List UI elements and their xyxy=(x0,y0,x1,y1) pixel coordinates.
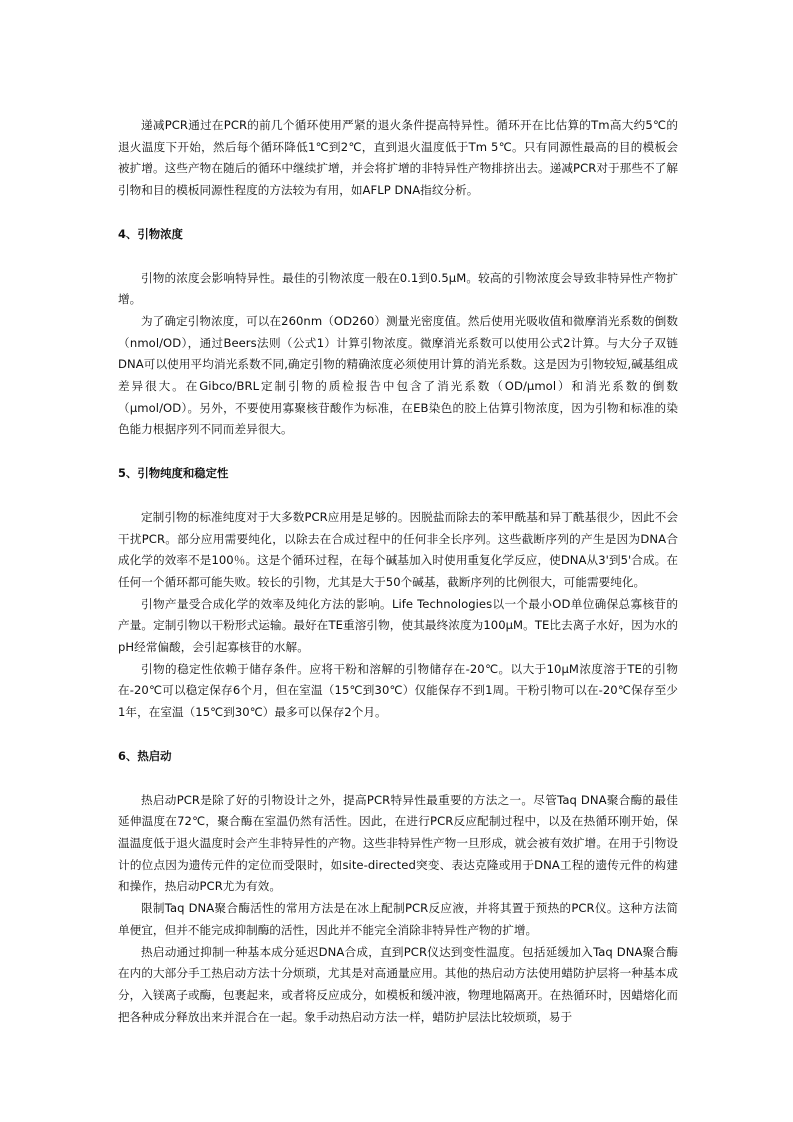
section-6-paragraph: 热启动PCR是除了好的引物设计之外，提高PCR特异性最重要的方法之一。尽管Taq DNA聚合酶的最佳延伸温度在72℃，聚合酶在室温仍然有活性。因此，在进行PCR反应配制过程中，以及在热循环刚开始，保温温度低于退火温度时会产生非特异性的产物。这些非特异性产物一旦形成，就会被有效扩增。在用于引物设计的位点因为遗传元件的定位而受限时，如site-directed突变、表达克隆或用于DNA工程的遗传元件的构建和操作，热启动PCR尤为有效。 xyxy=(118,792,678,894)
section-4-heading: 4、引物浓度 xyxy=(118,226,183,241)
spacer xyxy=(118,246,678,268)
section-6-paragraph: 限制Taq DNA聚合酶活性的常用方法是在冰上配制PCR反应液，并将其置于预热的PCR仪。这种方法简单便宜，但并不能完成抑制酶的活性，因此并不能完全消除非特异性产物的扩增。 xyxy=(118,901,678,937)
spacer xyxy=(118,724,678,746)
section-4-paragraph: 引物的浓度会影响特异性。最佳的引物浓度一般在0.1到0.5μM。较高的引物浓度会导致非特异性产物扩增。 xyxy=(118,270,678,307)
section-5-heading: 5、引物纯度和稳定性 xyxy=(118,466,229,481)
spacer xyxy=(118,768,678,790)
spacer xyxy=(118,485,678,507)
spacer xyxy=(118,202,678,224)
document-page xyxy=(118,115,678,1028)
section-6-heading: 6、热启动 xyxy=(118,748,172,763)
section-6-paragraph: 热启动通过抑制一种基本成分延迟DNA合成，直到PCR仪达到变性温度。包括延缓加入Taq DNA聚合酶在内的大部分手工热启动方法十分烦琐，尤其是对高通量应用。其他的热启动方法使用蜡防护层将一种基本成分，入镁离子或酶，包裹起来，或者将反应成分，如模板和缓冲液，物理地隔离开。在热循环时，因蜡熔化而把各种成分释放出来并混合在一起。象手动热启动方法一样，蜡防护层法比较烦琐，易于 xyxy=(118,944,678,1024)
section-5-paragraph: 定制引物的标准纯度对于大多数PCR应用是足够的。因脱盐而除去的苯甲酰基和异丁酰基很少，因此不会干扰PCR。部分应用需要纯化，以除去在合成过程中的任何非全长序列。这些截断序列的产生是因为DNA合成化学的效率不是100％。这是个循环过程，在每个碱基加入时使用重复化学反应，使DNA从3'到5'合成。在任何一个循环都可能失败。较长的引物，尤其是大于50个碱基，截断序列的比例很大，可能需要纯化。 xyxy=(118,509,678,589)
section-5-paragraph: 引物产量受合成化学的效率及纯化方法的影响。Life Technologies以一个最小OD单位确保总寡核苷的产量。定制引物以干粉形式运输。最好在TE重溶引物，使其最终浓度为100μM。TE比去离子水好，因为水的pH经常偏酸，会引起寡核苷的水解。 xyxy=(118,596,678,655)
spacer xyxy=(118,441,678,463)
intro-paragraph: 递减PCR通过在PCR的前几个循环使用严紧的退火条件提高特异性。循环开在比估算的Tm高大约5℃的退火温度下开始，然后每个循环降低1℃到2℃，直到退火温度低于Tm 5℃。只有同源性最高的目的模板会被扩增。这些产物在随后的循环中继续扩增，并会将扩增的非特异性产物排挤出去。递减PCR对于那些不了解引物和目的模板同源性程度的方法较为有用，如AFLP DNA指纹分析。 xyxy=(118,118,678,198)
section-5-paragraph: 引物的稳定性依赖于储存条件。应将干粉和溶解的引物储存在-20℃。以大于10μM浓度溶于TE的引物在-20℃可以稳定保存6个月，但在室温（15℃到30℃）仅能保存不到1周。干粉引物可以在-20℃保存至少1年，在室温（15℃到30℃）最多可以保存2个月。 xyxy=(118,661,678,720)
section-4-paragraph: 为了确定引物浓度，可以在260nm（OD260）测量光密度值。然后使用光吸收值和微摩消光系数的倒数（nmol/OD），通过Beers法则（公式1）计算引物浓度。微摩消光系数可以使用公式2计算。与大分子双链DNA可以使用平均消光系数不同,确定引物的精确浓度必须使用计算的消光系数。这是因为引物较短,碱基组成差异很大。在Gibco/BRL定制引物的质检报告中包含了消光系数（OD/μmol）和消光系数的倒数（μmol/OD）。另外，不要使用寡聚核苷酸作为标准，在EB染色的胶上估算引物浓度，因为引物和标准的染色能力根据序列不同而差异很大。 xyxy=(118,313,678,437)
